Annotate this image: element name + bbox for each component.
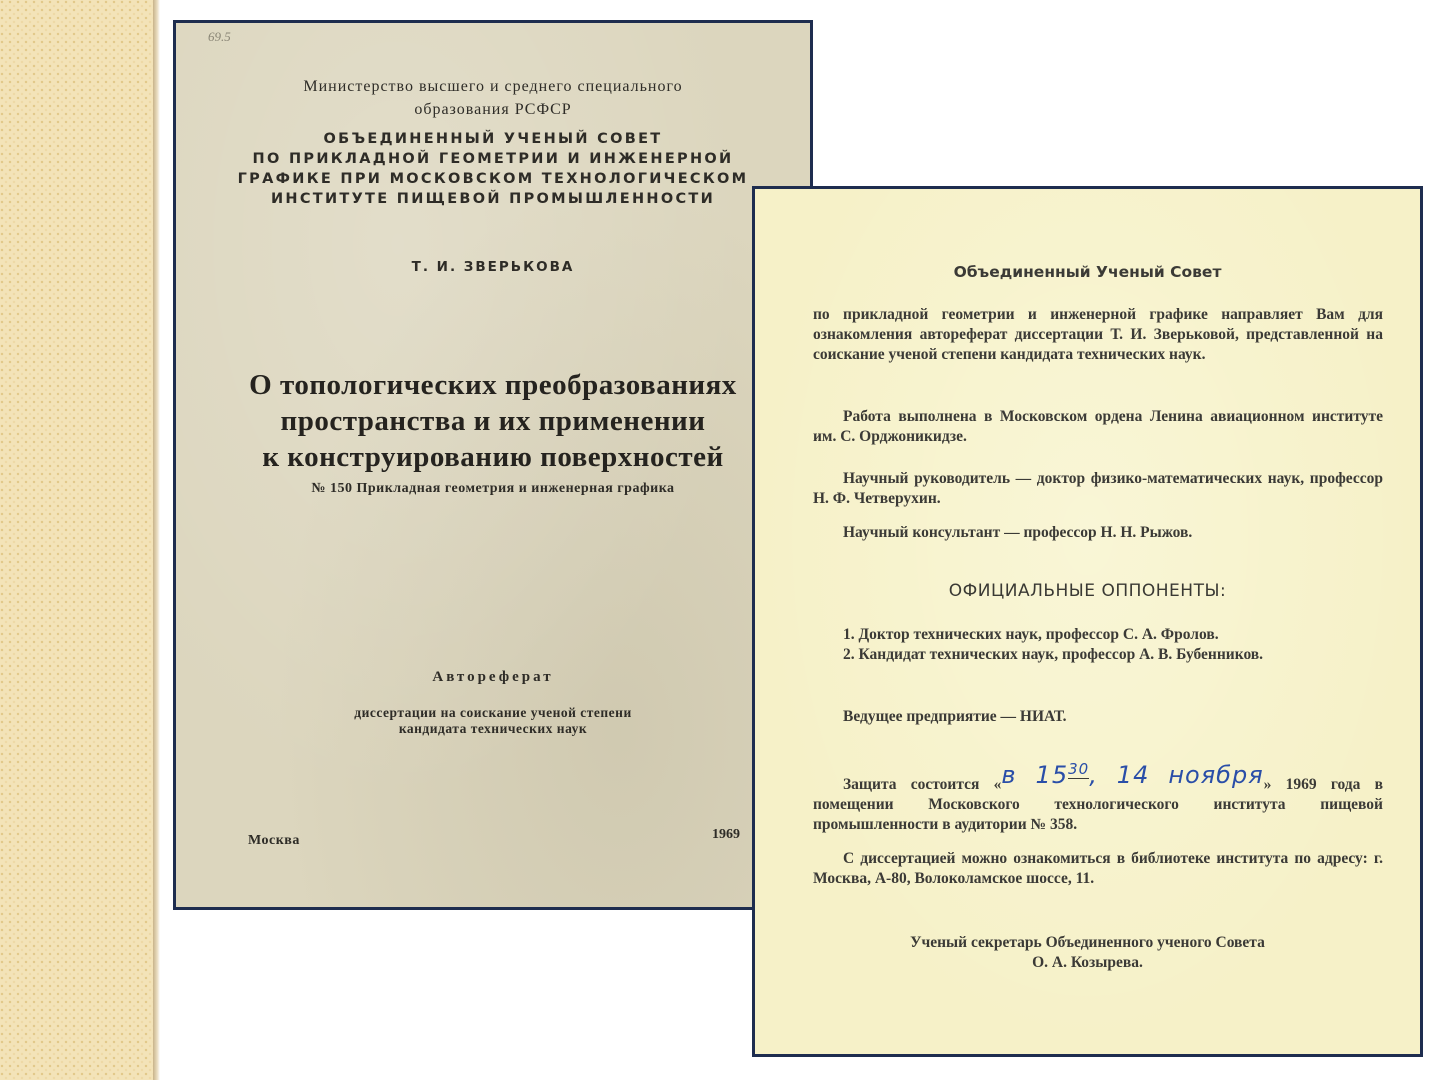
author-name: Т. И. ЗВЕРЬКОВА xyxy=(411,259,575,275)
dissertation-line-2: кандидата технических наук xyxy=(398,721,588,736)
publication-year: 1969 xyxy=(712,827,740,842)
notice-paragraph-supervisor xyxy=(813,469,1383,509)
defense-paragraph xyxy=(813,760,1384,835)
dissertation-label xyxy=(176,705,810,737)
defense-text-before: Защита состоится « xyxy=(843,776,1002,793)
title-line-3: к конструированию поверхностей xyxy=(262,441,724,473)
opponent-2 xyxy=(813,645,1383,665)
title-line-2: пространства и их применении xyxy=(280,405,706,437)
notice-paragraph-consultant xyxy=(813,523,1383,543)
handwritten-day: , 14 ноября xyxy=(1089,761,1264,789)
opponent-2-text: 2. Кандидат технических наук, профессор xyxy=(843,646,1140,663)
pencil-mark: 69.5 xyxy=(208,29,231,44)
council-heading xyxy=(176,129,810,209)
secretary-title: Ученый секретарь Объединенного ученого Совета xyxy=(910,934,1265,951)
secretary-signature-block xyxy=(755,933,1420,973)
opponent-1-name: С. А. Фролов. xyxy=(1122,626,1219,643)
secretary-name: О. А. Козырева. xyxy=(1032,954,1143,971)
decorative-side-strip xyxy=(0,0,153,1080)
opponent-1 xyxy=(813,625,1383,645)
defense-text-after: » 1969 года в помещении Московского технологического института пищевой промышленности в аудитории № 358. xyxy=(813,776,1384,833)
opponent-1-text: 1. Доктор технических наук, профессор xyxy=(843,626,1123,643)
council-line-1: ОБЪЕДИНЕННЫЙ УЧЕНЫЙ СОВЕТ xyxy=(323,131,663,147)
dissertation-line-1: диссертации на соискание ученой степени xyxy=(354,705,632,720)
council-line-4: ИНСТИТУТЕ ПИЩЕВОЙ ПРОМЫШЛЕННОСТИ xyxy=(270,191,716,207)
library-paragraph: С диссертацией можно ознакомиться в библиотеке института по адресу: г. Москва, А-80, Волоколамское шоссе, 11. xyxy=(813,850,1383,887)
document-title xyxy=(176,367,810,475)
notice-heading: Объединенный Ученый Совет xyxy=(953,263,1222,281)
ministry-heading xyxy=(176,75,810,121)
publication-city: Москва xyxy=(248,833,300,848)
handwritten-minutes: 30 xyxy=(1068,760,1090,778)
consultant-name: Н. Н. Рыжов. xyxy=(1100,524,1193,541)
announcement-page-scan xyxy=(752,186,1423,1057)
decorative-side-edge xyxy=(153,0,160,1080)
ministry-line-1: Министерство высшего и среднего специального xyxy=(303,78,683,95)
council-line-2: ПО ПРИКЛАДНОЙ ГЕОМЕТРИИ И ИНЖЕНЕРНОЙ xyxy=(252,151,734,167)
council-line-3: ГРАФИКЕ ПРИ МОСКОВСКОМ ТЕХНОЛОГИЧЕСКОМ xyxy=(237,171,749,187)
notice-paragraph-intro: по прикладной геометрии и инженерной графике направляет Вам для ознакомления автореферат диссертации Т. И. Зверьковой, представленной на соискание ученой степени кандидата технических наук. xyxy=(813,306,1383,363)
cover-page-scan xyxy=(173,20,813,910)
series-label: № 150 Прикладная геометрия и инженерная графика xyxy=(311,481,675,496)
consultant-text: Научный консультант — профессор xyxy=(843,524,1101,541)
handwritten-date xyxy=(1001,761,1263,789)
notice-paragraph-work: Работа выполнена в Московском ордена Ленина авиационном институте им. С. Орджоникидзе. xyxy=(813,408,1383,445)
opponents-heading: ОФИЦИАЛЬНЫЕ ОППОНЕНТЫ: xyxy=(948,581,1227,601)
opponent-2-name: А. В. Бубенников. xyxy=(1139,646,1264,663)
handwritten-hour: в 15 xyxy=(1001,761,1069,789)
abstract-label: Автореферат xyxy=(432,669,554,685)
ministry-line-2: образования РСФСР xyxy=(414,101,572,118)
leading-organization: Ведущее предприятие — НИАТ. xyxy=(843,708,1067,725)
supervisor-name: Н. Ф. Четверухин. xyxy=(813,490,941,507)
supervisor-text: Научный руководитель — доктор физико-математических наук, профессор xyxy=(843,470,1383,487)
title-line-1: О топологических преобразованиях xyxy=(249,369,737,401)
